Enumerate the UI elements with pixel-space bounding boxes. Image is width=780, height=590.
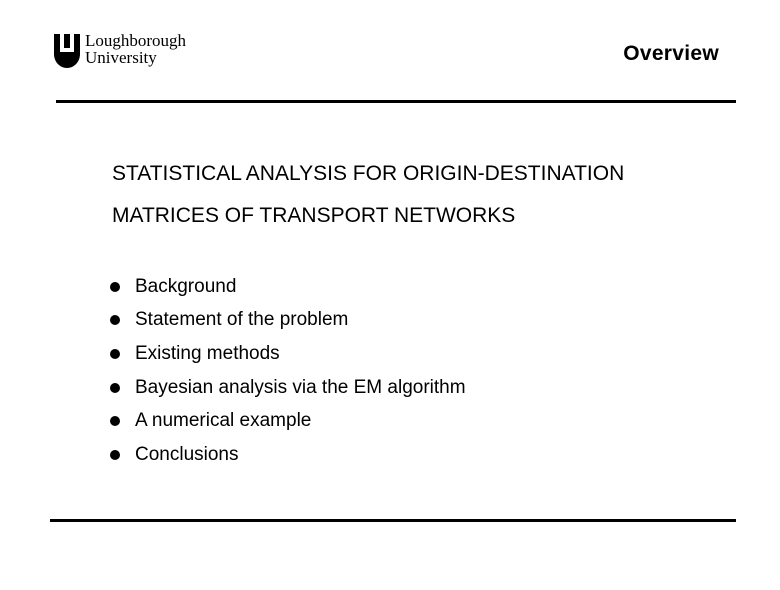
- slide-heading: [112, 153, 624, 237]
- bullet-icon: [110, 450, 120, 460]
- logo-wordmark: [85, 32, 186, 66]
- bullet-item: [110, 438, 466, 472]
- logo-line-1: Loughborough: [85, 31, 187, 50]
- bullet-text: Statement of the problem: [135, 309, 349, 331]
- bullet-item: [110, 270, 466, 304]
- bullet-icon: [110, 383, 120, 393]
- university-logo: [54, 31, 204, 71]
- bullet-text: A numerical example: [135, 410, 312, 432]
- bullet-item: [110, 337, 466, 371]
- bullet-icon: [110, 282, 120, 292]
- bullet-text: Conclusions: [135, 443, 239, 465]
- bullet-icon: [110, 416, 120, 426]
- logo-line-2: University: [85, 48, 157, 67]
- bottom-divider: [50, 519, 736, 522]
- bullet-item: [110, 304, 466, 338]
- slide-heading-line-2: MATRICES OF TRANSPORT NETWORKS: [112, 204, 516, 227]
- bullet-text: Existing methods: [135, 342, 280, 364]
- bullet-text: Bayesian analysis via the EM algorithm: [135, 376, 466, 398]
- overview-bullet-list: [110, 270, 466, 472]
- bullet-icon: [110, 315, 120, 325]
- slide-heading-line-1: STATISTICAL ANALYSIS FOR ORIGIN-DESTINATION: [112, 162, 625, 185]
- slide-section-title: Overview: [623, 42, 719, 65]
- top-divider: [56, 100, 736, 103]
- bullet-icon: [110, 349, 120, 359]
- bullet-item: [110, 371, 466, 405]
- bullet-item: [110, 404, 466, 438]
- bullet-text: Background: [135, 275, 237, 297]
- logo-mark-icon: [54, 34, 80, 68]
